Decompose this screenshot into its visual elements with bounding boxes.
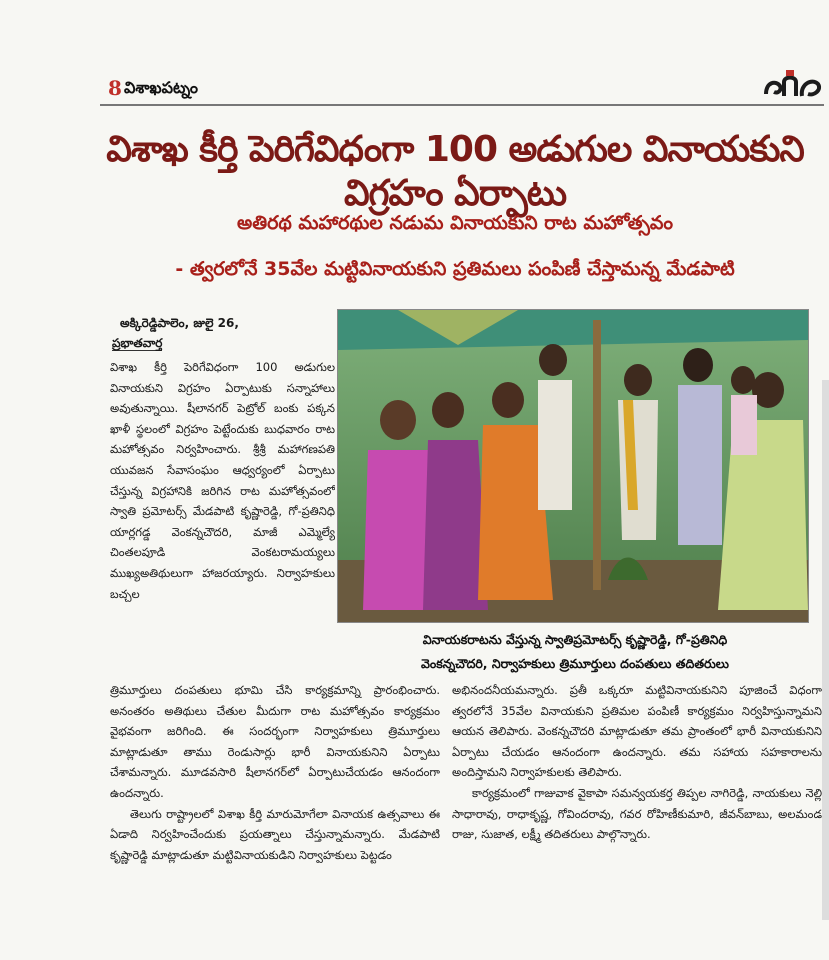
event-photo [337,309,809,623]
page-city-label: విశాఖపట్నం [124,78,199,97]
subheadline-2: - త్వరలోనే 35వేల మట్టివినాయకుని ప్రతిమలు పంపిణీ చేస్తామన్న మేడపాటి [175,258,735,280]
header-rule [100,104,824,106]
article-paragraph: అభినందనీయమన్నారు. ప్రతీ ఒక్కరూ మట్టివినాయకునిని పూజించే విధంగా త్వరలోనే 35వేల వినాయకుని ప్రతిమల పంపిణీ కార్యక్రమం నిర్వహిస్తున్నామని ఆయన తెలిపారు. వెంకన్నచౌదరి మాట్లాడుతూ తమ ప్రాంతంలో భారీ వినాయకునిని ఏర్పాటు చేయడం ఆనందంగా ఉందన్నారు. తమ సహాయ సహకారాలను అందిస్తామని నిర్వాహకులకు తెలిపారు. [452,683,822,780]
subheadline-1: అతిరథ మహారథుల నడుమ వినాయకుని రాట మహోత్సవం [237,212,673,234]
photo-caption [340,628,810,676]
agency-name: ప్రభాతవార్త [112,336,163,350]
newspaper-logo [762,68,824,102]
page-number: 8 [108,76,122,100]
article-paragraph: తెలుగు రాష్ట్రాలలో విశాఖ కీర్తి మారుమోగేలా వినాయక ఉత్సవాలు ఈ ఏడాది నిర్వహించేందుకు ప్రయత్నాలు చేస్తున్నామన్నారు. మేడపాటి కృష్ణారెడ్డి మాట్లాడుతూ మట్టివినాయకుడిని నిర్వాహకులు పెట్టడం [110,806,440,862]
caption-line-1: వినాయకరాటను వేస్తున్న స్వాతిప్రమోటర్స్ కృష్ణారెడ్డి, గో-ప్రతినిధి [422,632,728,647]
article-paragraph: విశాఖ కీర్తి పెరిగేవిధంగా 100 అడుగుల వినాయకుని విగ్రహం ఏర్పాటుకు సన్నాహాలు అవుతున్నాయి. షీలానగర్ పెట్రోల్ బంకు పక్కన ఖాళీ స్థలంలో విగ్రహం పెట్టేందుకు బుధవారం రాట మహోత్సవం నిర్వహించారు. శ్రీశ్రీ మహాగణపతి యువజన సేవాసంఘం ఆధ్వర్యంలో ఏర్పాటు చేస్తున్న విగ్రహానికి జరిగిన రాట మహోత్సవంలో స్వాతి ప్రమోటర్స్ మేడపాటి కృష్ణారెడ్డి, గో-ప్రతినిధి యార్లగడ్డ వెంకన్నచౌదరి, మాజీ ఎమ్మెల్యే చింతలపూడి వెంకటరామయ్యలు ముఖ్యఅతిథులుగా హాజరయ్యారు. నిర్వాహకులు బచ్చల [110,360,335,601]
headline: విశాఖ కీర్తి పెరిగేవిధంగా 100 అడుగుల వినాయకుని విగ్రహం ఏర్పాటు [106,129,804,214]
article-column-1 [110,357,335,667]
agency-credit [112,336,162,353]
dateline: అక్కిరెడ్డిపాలెం, జులై 26, [120,316,239,330]
article-column-left [110,680,440,950]
article-paragraph: త్రిమూర్తులు దంపతులు భూమి చేసి కార్యక్రమాన్ని ప్రారంభించారు. అనంతరం అతిథులు చేతుల మీదుగా రాట మహోత్సవం కార్యక్రమం వైభవంగా జరిగింది. ఈ సందర్భంగా నిర్వాహకులు త్రిమూర్తులు మాట్లాడుతూ తాము రెండుసార్లు భారీ వినాయకునిని ఏర్పాటు చేశామన్నారు. మూడవసారి షీలానగర్‌లో ఏర్పాటుచేయడం ఆనందంగా ఉందన్నారు. [110,683,440,800]
article-paragraph: కార్యక్రమంలో గాజువాక వైకాపా సమన్వయకర్త తిప్పల నాగిరెడ్డి, నాయకులు నెల్లి సాధారావు, రాధాకృష్ణ, గోవిందరావు, గవర రోహిణీకుమారి, జీవన్‌బాబు, అలమండ రాజు, సుజాత, లక్ష్మీ తదితరులు పాల్గొన్నారు. [452,785,822,842]
article-column-right [452,680,822,950]
caption-line-2: వెంకన్నచౌదరి, నిర్వాహకులు త్రిమూర్తులు దంపతులు తదితరులు [421,656,729,671]
page-edge [822,380,829,920]
